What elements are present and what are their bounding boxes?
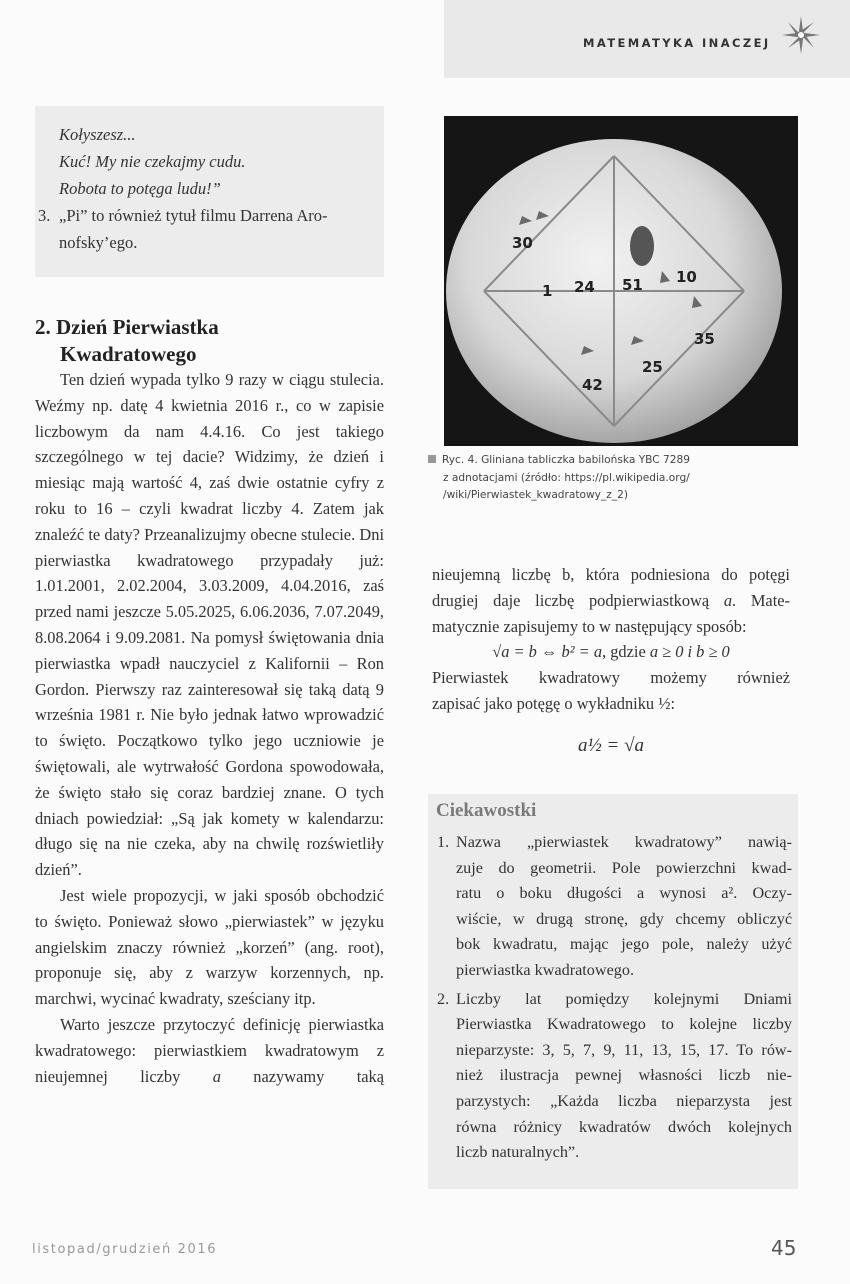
text-line: zapisać jako potęgę o wykładniku ½: (432, 693, 676, 713)
footnote-text: nofsky’ego. (59, 233, 138, 252)
list-line: nież ilustracja pewnej własności liczb nie- (456, 1066, 792, 1085)
paragraph-text: Warto jeszcze przytoczyć definicję pierwiastka kwadratowego: pierwiastkiem kwadratowym z nieujemnej liczby (35, 1014, 384, 1086)
tablet-photo (444, 116, 798, 446)
figure-caption (428, 452, 758, 505)
list-line: wiście, w drugą stronę, gdy chcemy obliczyć (456, 909, 792, 928)
tablet-number: 25 (642, 358, 663, 376)
list-line: Liczby lat pomiędzy kolejnymi Dniami (456, 989, 792, 1008)
list-item (437, 987, 792, 1166)
text-part: drugiej daje liczbę podpierwiastkową (432, 590, 724, 610)
text-line: nieujemną liczbę b, która podniesiona do potęgi (432, 565, 790, 584)
article-heading (35, 314, 219, 368)
list-line: liczb naturalnych”. (456, 1143, 580, 1162)
paragraph-text: nazywamy taką (220, 1066, 384, 1086)
text-line (432, 588, 790, 614)
heading-line: Kwadratowego (60, 342, 197, 366)
paragraph (35, 1012, 384, 1089)
footnote-number: 3. (38, 206, 51, 225)
page-number: 45 (771, 1236, 797, 1260)
text-part: . Mate- (732, 590, 790, 610)
quote-line: Kołyszesz... (59, 125, 136, 144)
list-line: parzystych: „Każda liczba nieparzysta jest (456, 1091, 792, 1110)
list-line: ratu o boku długości a wynosi a². Oczy- (456, 884, 792, 903)
list-number: 2. (437, 989, 450, 1008)
caption-line: z adnotacjami (źródło: https://pl.wikipedia.org/ (443, 471, 690, 484)
text-line: matycznie zapisujemy to w następujący sposób: (432, 616, 747, 636)
variable: a (212, 1066, 221, 1086)
tablet-number: 10 (676, 268, 697, 286)
article-body (35, 367, 384, 1089)
list-line: bok kwadratu, mając jego pole, należy użyć (456, 935, 792, 954)
trivia-list (437, 830, 792, 1166)
footnote-text: „Pi” to również tytuł filmu Darrena Aro- (59, 206, 328, 225)
paragraph: Jest wiele propozycji, w jaki sposób obchodzić to święto. Ponieważ słowo „pierwiastek” w języku angielskim znaczy również „korzeń” (ang. root), proponuje się, aby z warzyw korzennych, np. marchwi, wycinać kwadraty, sześciany itp. (35, 885, 384, 1009)
list-line: Nazwa „pierwiastek kwadratowy” nawią- (456, 833, 792, 851)
tablet-number: 35 (694, 330, 715, 348)
star-burst-icon (780, 14, 822, 56)
tablet-number: 42 (582, 376, 603, 394)
list-line: zuje do geometrii. Pole powierzchni kwad- (456, 858, 792, 877)
list-line: nieparzyste: 3, 5, 7, 9, 11, 13, 15, 17. To rów- (456, 1040, 792, 1059)
caption-text: Ryc. 4. Gliniana tabliczka babilońska YBC 7289 (442, 454, 690, 466)
formula-condition: a ≥ 0 i b ≥ 0 (649, 642, 730, 662)
quote-line: Robota to potęga ludu!” (59, 179, 221, 198)
tablet-number: 51 (622, 276, 643, 294)
issue-date: listopad/grudzień 2016 (32, 1242, 218, 1257)
formula-line (432, 639, 790, 665)
trivia-title: Ciekawostki (436, 800, 537, 821)
caption-bullet (428, 455, 436, 463)
variable: a (723, 590, 733, 610)
tablet-number: 1 (542, 282, 553, 300)
list-line: Pierwiastka Kwadratowego to kolejne liczby (456, 1015, 792, 1034)
tablet-number: 24 (574, 278, 595, 296)
formula: √a = b ⇔ b² = a (492, 642, 603, 662)
section-title: MATEMATYKA INACZEJ (583, 36, 771, 50)
caption-line: /wiki/Pierwiastek_kwadratowy_z_2) (443, 489, 628, 501)
tablet-number: 30 (512, 234, 533, 252)
text-line: Pierwiastek kwadratowy możemy również (432, 668, 790, 688)
heading-line: 2. Dzień Pierwiastka (35, 315, 219, 339)
right-column-text (432, 562, 790, 717)
list-line: równa różnicy kwadratów dwóch kolejnych (456, 1117, 792, 1136)
formula-big: a½ = √a (578, 735, 644, 756)
list-number: 1. (437, 833, 450, 851)
paragraph: Ten dzień wypada tylko 9 razy w ciągu stulecia. Weźmy np. datę 4 kwietnia 2016 r., co w zapisie liczbowym da nam 4.4.16. Co jest takiego szczególnego w tej dacie? Widzimy, że dzień i miesiąc mają wartość 4, zaś dwie ostatnie cyfry z roku to 16 – czyli kwadrat liczby 4. Zatem jak znaleźć te daty? Przeanalizujmy obecne stulecie. Dni pierwiastka kwadratowego przypadały już: 1.01.2001, 2.02.2004, 3.03.2009, 4.04.2016, zaś przed nami jeszcze 5.05.2025, 6.06.2036, 7.07.2049, 8.08.2064 i 9.09.2081. Na pomysł świętowania dnia pierwiastka wpadł nauczyciel z Kalifornii – Ron Gordon. Pierwszy raz zainteresował się taką datą 9 września 1981 r. Nie było jednak łatwo wprowadzić to święto. Początkowo tylko jego uczniowie je świętowali, ale wytrwałość Gordona spowodowała, że święto stało się coraz bardziej znane. O tych dniach powiedział: „Są jak komety w kalendarzu: długo się na nie czeka, aby na chwilę rozświetliły dzień”. (35, 370, 384, 880)
formula-text: , gdzie (602, 642, 650, 662)
caption-line (428, 452, 758, 470)
quote-line: Kuć! My nie czekajmy cudu. (59, 152, 246, 171)
list-item (437, 830, 792, 984)
list-line: pierwiastka kwadratowego. (456, 960, 634, 979)
